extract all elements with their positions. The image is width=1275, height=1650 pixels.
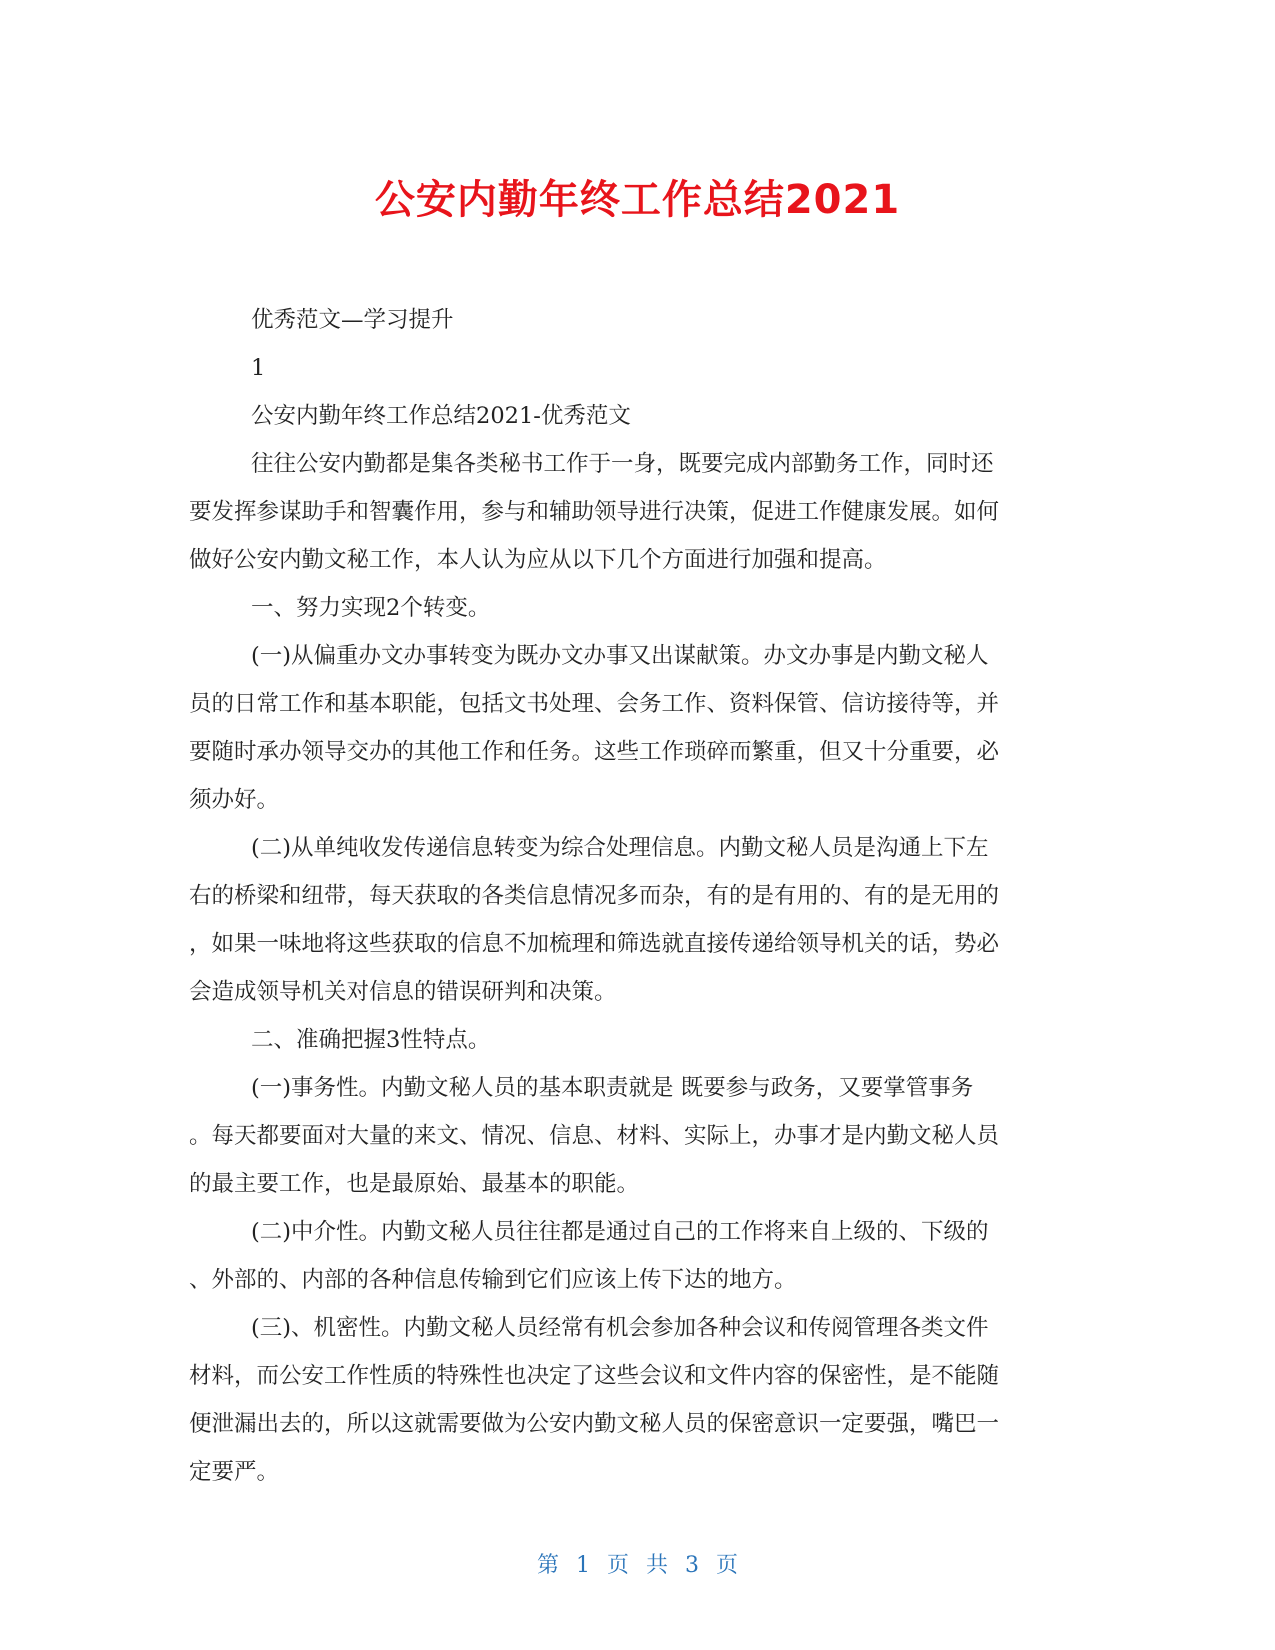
body-line: 要随时承办领导交办的其他工作和任务。这些工作琐碎而繁重，但又十分重要，必: [189, 739, 1000, 765]
body-line: 右的桥梁和纽带，每天获取的各类信息情况多而杂，有的是有用的、有的是无用的: [189, 883, 1000, 909]
body-line: (一)事务性。内勤文秘人员的基本职责就是 既要参与政务，又要掌管事务: [251, 1075, 974, 1101]
body-line: 一、努力实现2个转变。: [251, 595, 491, 621]
document-body: [189, 296, 1087, 1496]
body-line: (二)从单纯收发传递信息转变为综合处理信息。内勤文秘人员是沟通上下左: [251, 835, 989, 861]
body-line: 便泄漏出去的，所以这就需要做为公安内勤文秘人员的保密意识一定要强，嘴巴一: [189, 1411, 1000, 1437]
body-line: 会造成领导机关对信息的错误研判和决策。: [189, 979, 617, 1005]
body-line: 材料，而公安工作性质的特殊性也决定了这些会议和文件内容的保密性，是不能随: [189, 1363, 1000, 1389]
body-line: 定要严。: [189, 1459, 280, 1485]
body-line: 公安内勤年终工作总结2021-优秀范文: [251, 403, 631, 429]
body-line: 二、准确把握3性特点。: [251, 1027, 491, 1053]
body-line: (二)中介性。内勤文秘人员往往都是通过自己的工作将来自上级的、下级的: [251, 1219, 989, 1245]
body-line: 优秀范文—学习提升: [251, 307, 454, 333]
page-number-footer: 第 1 页 共 3 页: [537, 1553, 738, 1578]
body-line: (一)从偏重办文办事转变为既办文办事又出谋献策。办文办事是内勤文秘人: [251, 643, 989, 669]
body-line: 、外部的、内部的各种信息传输到它们应该上传下达的地方。: [189, 1267, 797, 1293]
body-line: 员的日常工作和基本职能，包括文书处理、会务工作、资料保管、信访接待等，并: [189, 691, 1000, 717]
body-line: 1: [251, 355, 266, 381]
body-line: 往往公安内勤都是集各类秘书工作于一身，既要完成内部勤务工作，同时还: [251, 451, 994, 477]
body-line: 做好公安内勤文秘工作，本人认为应从以下几个方面进行加强和提高。: [189, 547, 887, 573]
body-line: (三)、机密性。内勤文秘人员经常有机会参加各种会议和传阅管理各类文件: [251, 1315, 989, 1341]
body-line: 的最主要工作，也是最原始、最基本的职能。: [189, 1171, 640, 1197]
page-title: 公安内勤年终工作总结2021: [374, 177, 901, 223]
body-line: ，如果一味地将这些获取的信息不加梳理和筛选就直接传递给领导机关的话，势必: [189, 931, 1000, 957]
body-line: 。每天都要面对大量的来文、情况、信息、材料、实际上，办事才是内勤文秘人员: [189, 1123, 1000, 1149]
body-line: 须办好。: [189, 787, 280, 813]
body-line: 要发挥参谋助手和智囊作用，参与和辅助领导进行决策，促进工作健康发展。如何: [189, 499, 1000, 525]
